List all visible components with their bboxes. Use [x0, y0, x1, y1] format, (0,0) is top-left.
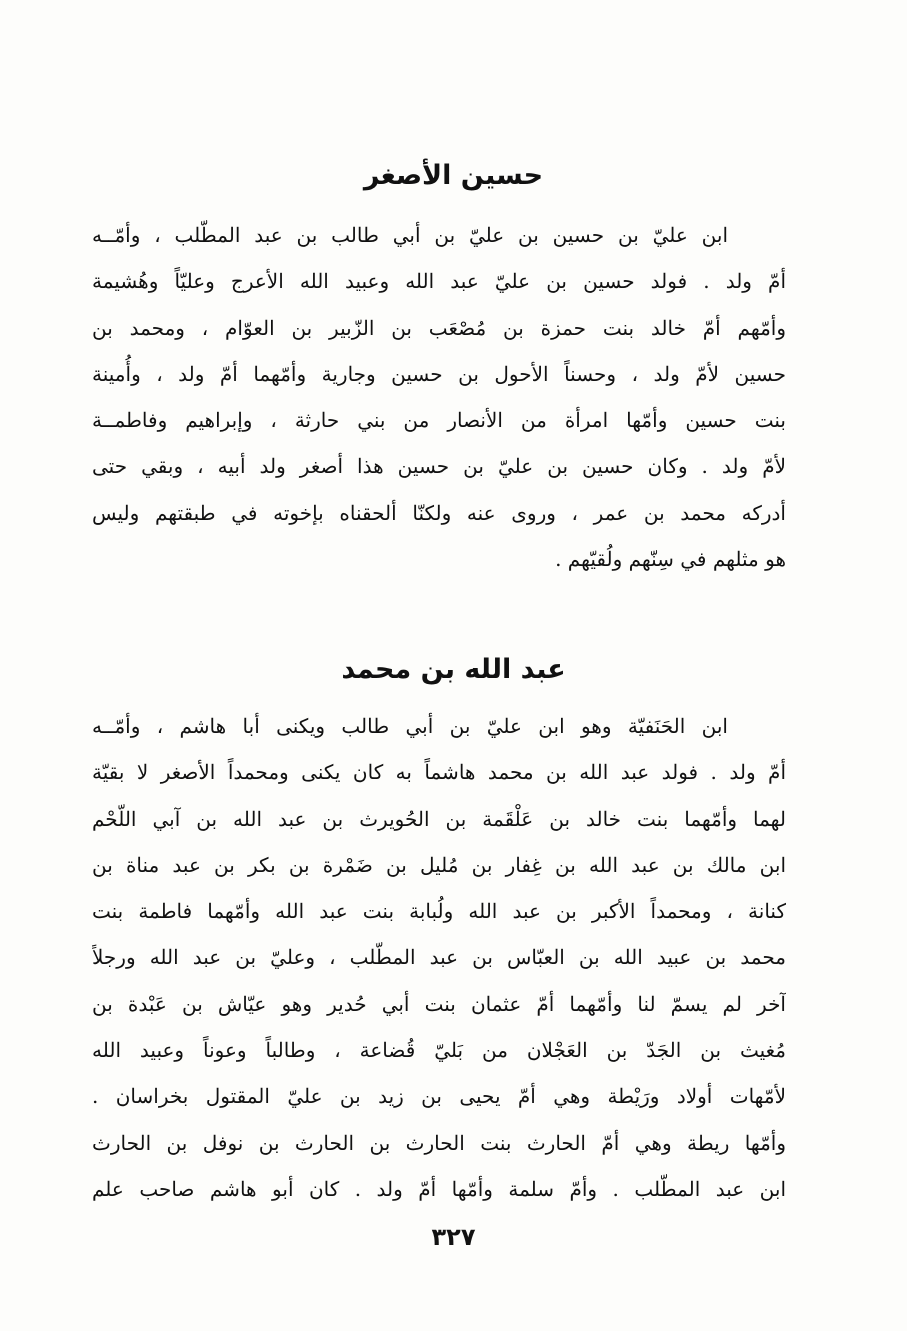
text-line: لأمّهات أولاد ورَيْطة وهي أمّ يحيى بن زيد بن عليّ المقتول بخراسان .	[92, 1084, 786, 1109]
text-line: أمّ ولد . فولد عبد الله بن محمد هاشماً به كان يكنى ومحمداً الأصغر لا بقيّة	[92, 760, 786, 785]
text-line: بنت حسين وأمّها امرأة من الأنصار من بني حارثة ، وإبراهيم وفاطمــة	[92, 408, 786, 433]
section-title-abdallah-ibn-muhammad: عبد الله بن محمد	[341, 654, 566, 686]
section-title-husayn-al-asghar: حسين الأصغر	[363, 160, 544, 192]
text-line: ابن الحَنَفيّة وهو ابن عليّ بن أبي طالب ويكنى أبا هاشم ، وأمّــه	[92, 714, 728, 738]
text-line: هو مثلهم في سِنّهم ولُقيّهم .	[555, 547, 786, 572]
text-line: وأمّهم أمّ خالد بنت حمزة بن مُصْعَب بن الزّبير بن العوّام ، ومحمد بن	[92, 315, 786, 340]
text-line: لأمّ ولد . وكان حسين بن عليّ بن حسين هذا أصغر ولد أبيه ، وبقي حتى	[92, 454, 786, 479]
page-number: ٣٢٧	[431, 1223, 476, 1251]
text-line: أمّ ولد . فولد حسين بن عليّ عبد الله وعبيد الله الأعرج وعليّاً وهُشيمة	[92, 269, 786, 294]
text-line: مُغيث بن الجَدّ بن العَجْلان من بَليّ قُضاعة ، وطالباً وعوناً وعبيد الله	[92, 1038, 786, 1063]
paragraph-abdallah-ibn-muhammad	[92, 703, 786, 1212]
text-line: ابن عبد المطّلب . وأمّ سلمة وأمّها أمّ ولد . كان أبو هاشم صاحب علم	[92, 1176, 786, 1201]
text-line: ابن عليّ بن حسين بن عليّ بن أبي طالب بن عبد المطّلب ، وأمّــه	[92, 223, 728, 247]
text-line: آخر لم يسمّ لنا وأمّهما أمّ عثمان بنت أبي حُدير وهو عيّاش بن عَبْدة بن	[92, 991, 786, 1016]
text-line: حسين لأمّ ولد ، وحسناً الأحول بن حسين وجارية وأمّهما أمّ ولد ، وأُمينة	[92, 361, 786, 386]
text-line: لهما وأمّهما بنت خالد بن عَلْقَمة بن الحُويرث بن عبد الله بن آبي اللّحْم	[92, 806, 786, 831]
text-line: محمد بن عبيد الله بن العبّاس بن عبد المطّلب ، وعليّ بن عبد الله ورجلاً	[92, 945, 786, 970]
paragraph-husayn-al-asghar	[92, 212, 786, 582]
text-line: كنانة ، ومحمداً الأكبر بن عبد الله ولُبابة بنت عبد الله وأمّهما فاطمة بنت	[92, 899, 786, 924]
text-line: ابن مالك بن عبد الله بن غِفار بن مُليل بن ضَمْرة بن بكر بن عبد مناة بن	[92, 852, 786, 877]
text-line: وأمّها ريطة وهي أمّ الحارث بنت الحارث بن الحارث بن نوفل بن الحارث	[92, 1130, 786, 1155]
text-line: أدركه محمد بن عمر ، وروى عنه ولكنّا ألحقناه بإخوته في طبقتهم وليس	[92, 500, 786, 525]
